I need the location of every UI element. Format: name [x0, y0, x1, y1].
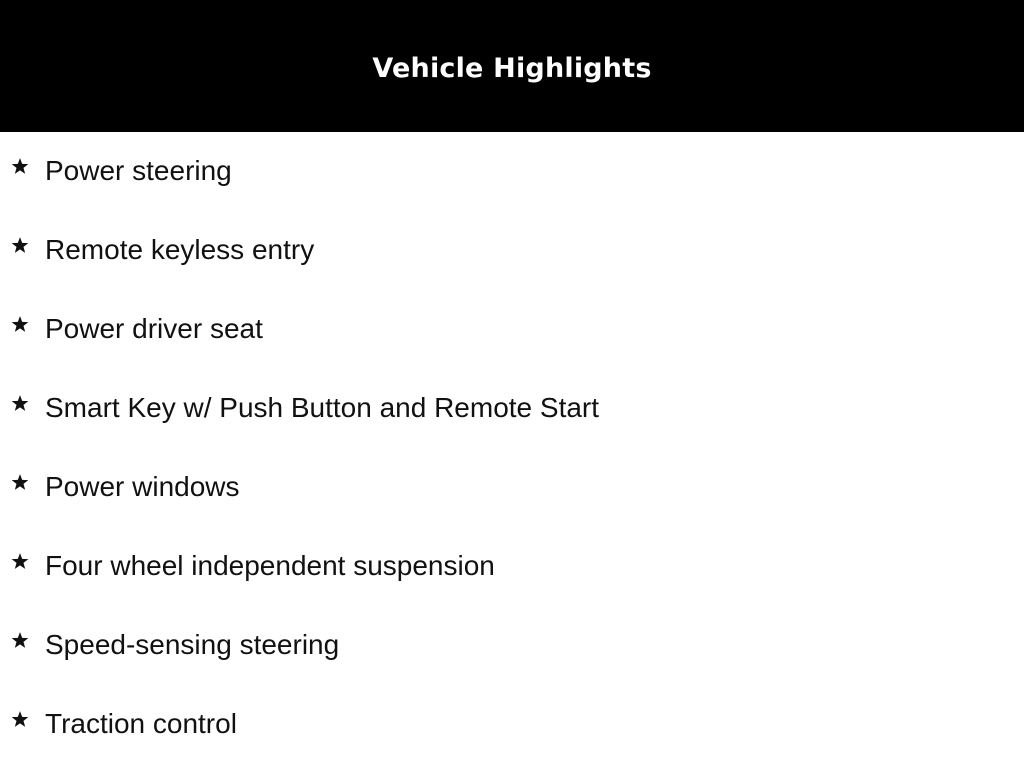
list-item-label: Speed-sensing steering [45, 629, 340, 660]
list-item-label: Power steering [45, 155, 232, 186]
list-item-label: Smart Key w/ Push Button and Remote Start [45, 392, 600, 423]
list-item [0, 290, 1024, 369]
star-icon [10, 472, 30, 492]
list-item [0, 211, 1024, 290]
list-item [0, 527, 1024, 606]
list-item [0, 132, 1024, 211]
list-item-label: Remote keyless entry [45, 234, 315, 265]
list-item [0, 606, 1024, 685]
page-title: Vehicle Highlights [372, 52, 652, 84]
list-item [0, 448, 1024, 527]
star-icon [10, 630, 30, 650]
list-item-label: Four wheel independent suspension [45, 550, 495, 581]
list-item-label: Power windows [45, 471, 240, 502]
star-icon [10, 551, 30, 571]
star-icon [10, 709, 30, 729]
list-item [0, 685, 1024, 764]
header-banner [0, 0, 1024, 132]
highlights-list [0, 132, 1024, 764]
star-icon [10, 393, 30, 413]
list-item-label: Traction control [45, 708, 237, 739]
star-icon [10, 314, 30, 334]
star-icon [10, 156, 30, 176]
list-item-label: Power driver seat [45, 313, 263, 344]
list-item [0, 369, 1024, 448]
star-icon [10, 235, 30, 255]
